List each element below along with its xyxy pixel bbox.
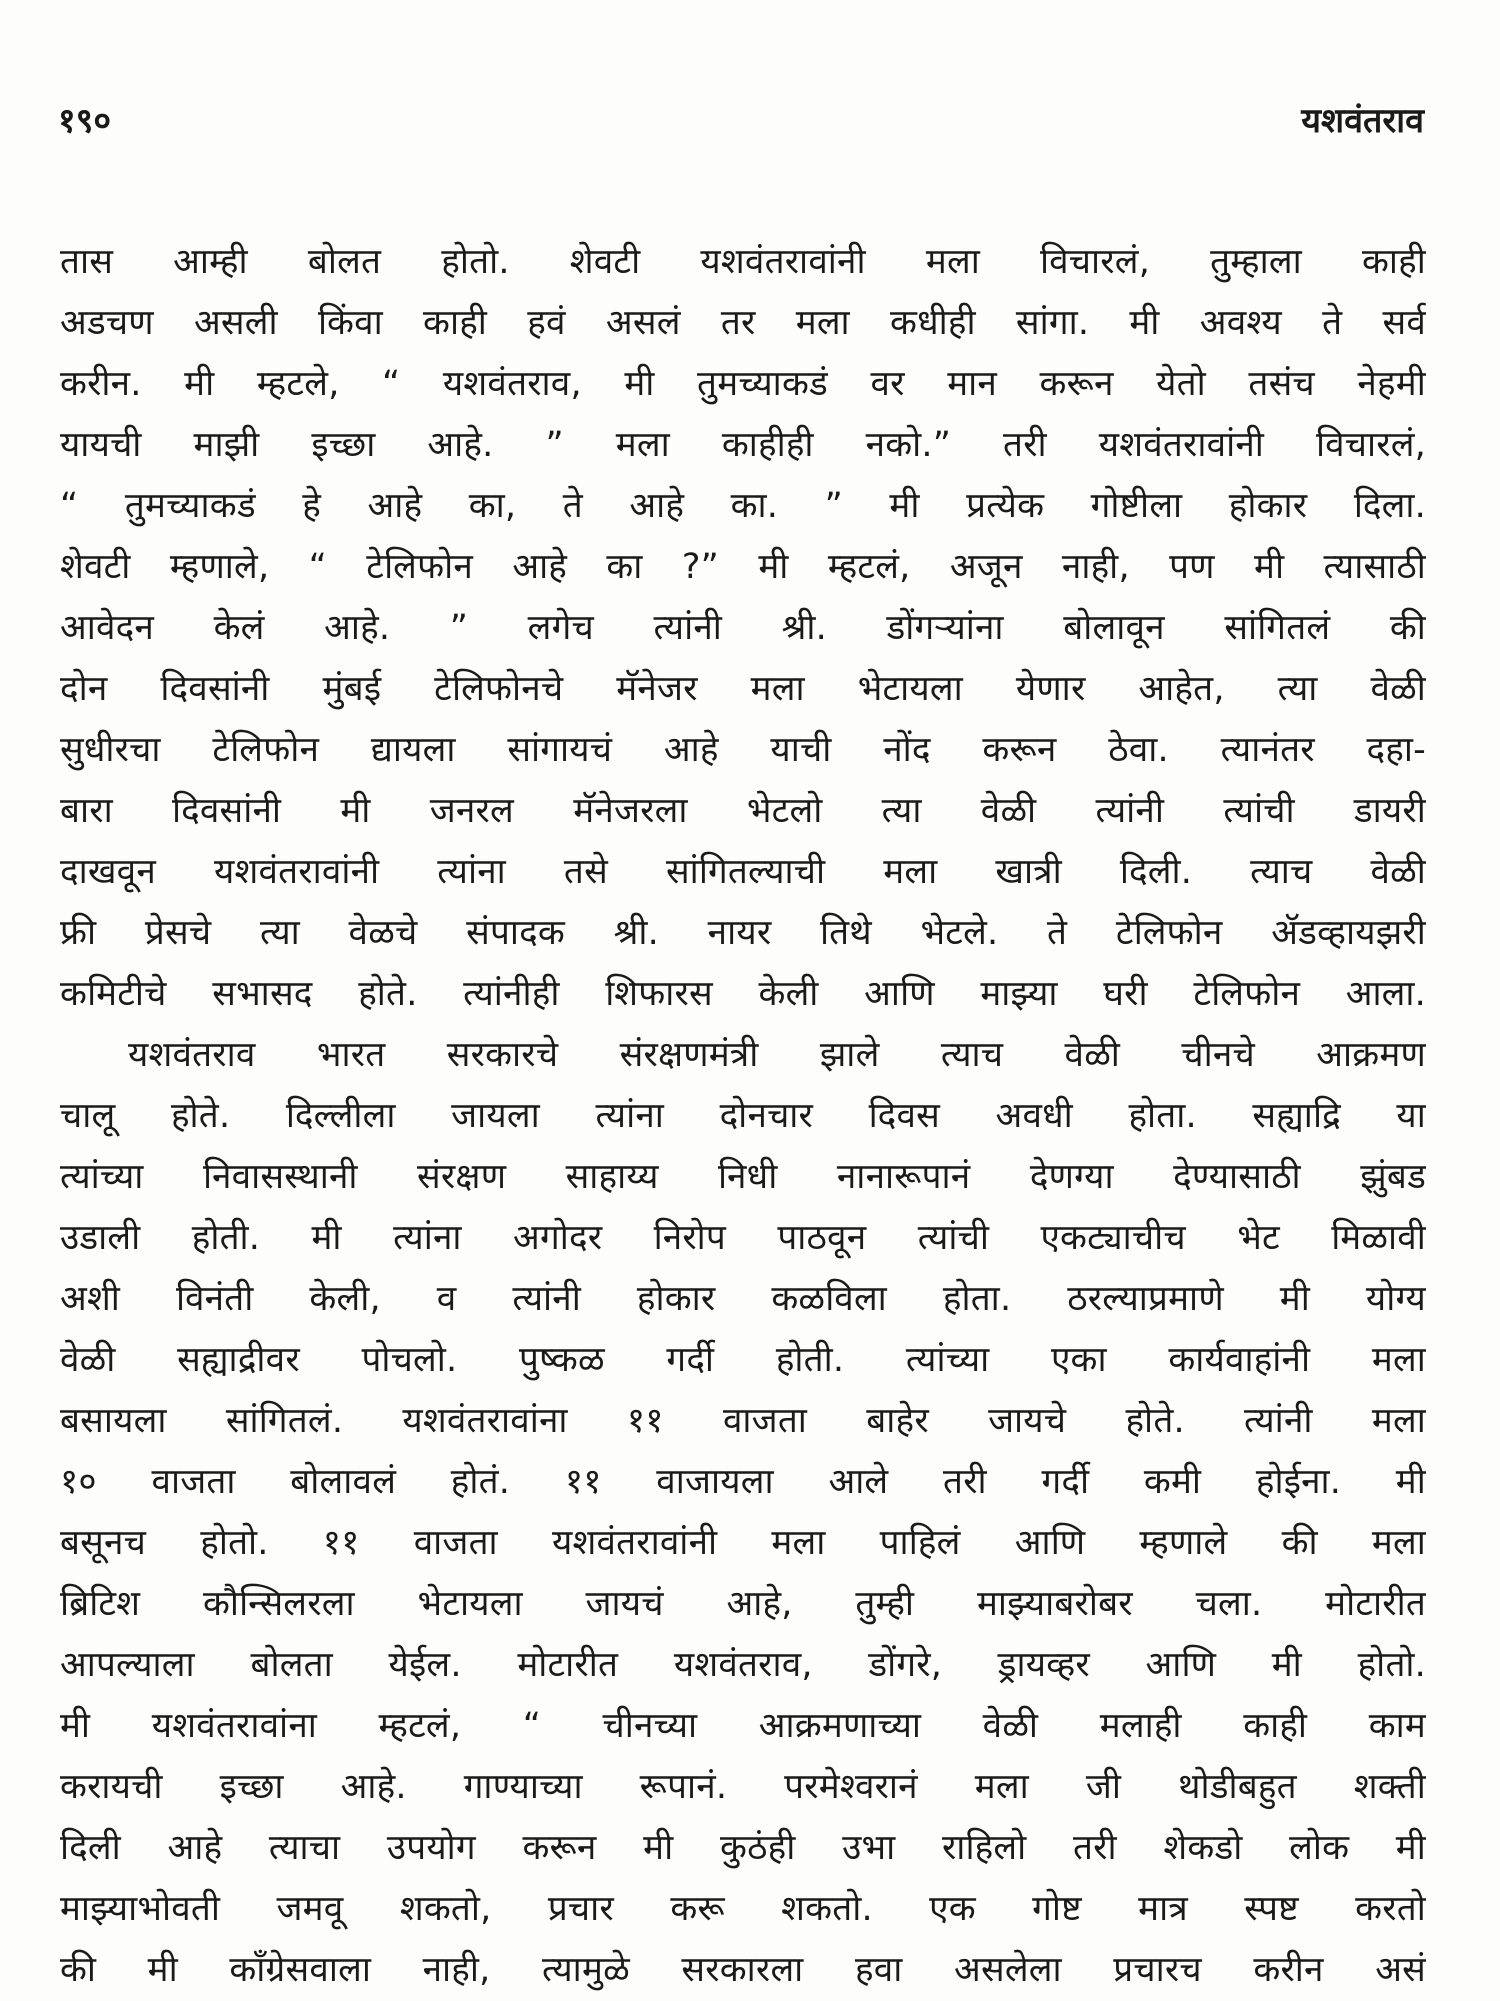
text-line: आवेदन केलं आहे. ” लगेच त्यांनी श्री. डोंगऱ्यांना बोलावून सांगितलं की (60, 608, 1426, 648)
text-line: वेळी सह्याद्रीवर पोचलो. पुष्कळ गर्दी होती. त्यांच्या एका कार्यवाहांनी मला (60, 1340, 1426, 1380)
running-title: यशवंतराव (1301, 101, 1424, 141)
text-line: दिली आहे त्याचा उपयोग करून मी कुठंही उभा राहिलो तरी शेकडो लोक मी (60, 1828, 1426, 1868)
text-line: की मी काँग्रेसवाला नाही, त्यामुळे सरकारला हवा असलेला प्रचारच करीन असं (60, 1950, 1426, 1990)
text-line: फ्री प्रेसचे त्या वेळचे संपादक श्री. नायर तिथे भेटले. ते टेलिफोन ॲडव्हायझरी (60, 913, 1426, 953)
body-text (60, 232, 1426, 2001)
text-line: बसायला सांगितलं. यशवंतरावांना ११ वाजता बाहेर जायचे होते. त्यांनी मला (60, 1401, 1426, 1441)
text-line: बारा दिवसांनी मी जनरल मॅनेजरला भेटलो त्या वेळी त्यांनी त्यांची डायरी (60, 791, 1426, 831)
text-line: तास आम्ही बोलत होतो. शेवटी यशवंतरावांनी मला विचारलं, तुम्हाला काही (60, 242, 1426, 282)
text-line: शेवटी म्हणाले, “ टेलिफोन आहे का ?” मी म्हटलं, अजून नाही, पण मी त्यासाठी (60, 547, 1426, 587)
text-line: सुधीरचा टेलिफोन द्यायला सांगायचं आहे याची नोंद करून ठेवा. त्यानंतर दहा- (60, 730, 1426, 770)
text-line: त्यांच्या निवासस्थानी संरक्षण साहाय्य निधी नानारूपानं देणग्या देण्यासाठी झुंबड (60, 1157, 1426, 1197)
text-line: चालू होते. दिल्लीला जायला त्यांना दोनचार दिवस अवधी होता. सह्याद्रि या (60, 1096, 1426, 1136)
text-line: उडाली होती. मी त्यांना अगोदर निरोप पाठवून त्यांची एकट्याचीच भेट मिळावी (60, 1218, 1426, 1258)
text-line: अशी विनंती केली, व त्यांनी होकार कळविला होता. ठरल्याप्रमाणे मी योग्य (60, 1279, 1426, 1319)
text-line: बसूनच होतो. ११ वाजता यशवंतरावांनी मला पाहिलं आणि म्हणाले की मला (60, 1523, 1426, 1563)
text-line: १० वाजता बोलावलं होतं. ११ वाजायला आले तरी गर्दी कमी होईना. मी (60, 1462, 1426, 1502)
text-line: “ तुमच्याकडं हे आहे का, ते आहे का. ” मी प्रत्येक गोष्टीला होकार दिला. (60, 486, 1426, 526)
text-line: दोन दिवसांनी मुंबई टेलिफोनचे मॅनेजर मला भेटायला येणार आहेत, त्या वेळी (60, 669, 1426, 709)
text-line: करीन. मी म्हटले, “ यशवंतराव, मी तुमच्याकडं वर मान करून येतो तसंच नेहमी (60, 364, 1426, 404)
page-number: १९० (58, 101, 112, 141)
text-line: करायची इच्छा आहे. गाण्याच्या रूपानं. परमेश्वरानं मला जी थोडीबहुत शक्ती (60, 1767, 1426, 1807)
text-line: यशवंतराव भारत सरकारचे संरक्षणमंत्री झाले त्याच वेळी चीनचे आक्रमण (128, 1035, 1426, 1075)
text-line: आपल्याला बोलता येईल. मोटारीत यशवंतराव, डोंगरे, ड्रायव्हर आणि मी होतो. (60, 1645, 1426, 1685)
text-line: माझ्याभोवती जमवू शकतो, प्रचार करू शकतो. एक गोष्ट मात्र स्पष्ट करतो (60, 1889, 1426, 1929)
text-line: ब्रिटिश कौन्सिलरला भेटायला जायचं आहे, तुम्ही माझ्याबरोबर चला. मोटारीत (60, 1584, 1426, 1624)
text-line: दाखवून यशवंतरावांनी त्यांना तसे सांगितल्याची मला खात्री दिली. त्याच वेळी (60, 852, 1426, 892)
text-line: कमिटीचे सभासद होते. त्यांनीही शिफारस केली आणि माझ्या घरी टेलिफोन आला. (60, 974, 1426, 1014)
text-line: अडचण असली किंवा काही हवं असलं तर मला कधीही सांगा. मी अवश्य ते सर्व (60, 303, 1426, 343)
text-line: मी यशवंतरावांना म्हटलं, “ चीनच्या आक्रमणाच्या वेळी मलाही काही काम (60, 1706, 1426, 1746)
text-line: यायची माझी इच्छा आहे. ” मला काहीही नको.” तरी यशवंतरावांनी विचारलं, (60, 425, 1426, 465)
